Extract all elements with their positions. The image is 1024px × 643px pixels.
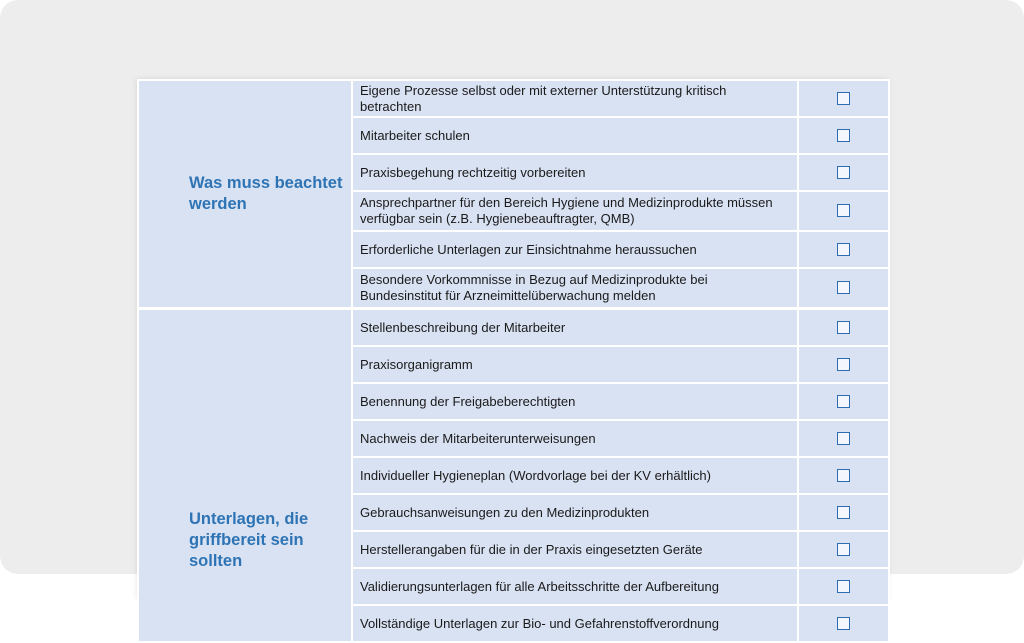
checkbox-cell[interactable] [798, 346, 889, 383]
checkbox-cell[interactable] [798, 531, 889, 568]
checklist-item: Eigene Prozesse selbst oder mit externer Unterstützung kritisch betrachten [352, 80, 798, 117]
empty-checkbox-icon[interactable] [837, 204, 850, 217]
checkbox-cell[interactable] [798, 268, 889, 309]
checkbox-cell[interactable] [798, 568, 889, 605]
checkbox-cell[interactable] [798, 494, 889, 531]
empty-checkbox-icon[interactable] [837, 281, 850, 294]
empty-checkbox-icon[interactable] [837, 166, 850, 179]
empty-checkbox-icon[interactable] [837, 617, 850, 630]
empty-checkbox-icon[interactable] [837, 129, 850, 142]
empty-checkbox-icon[interactable] [837, 469, 850, 482]
empty-checkbox-icon[interactable] [837, 243, 850, 256]
checkbox-cell[interactable] [798, 80, 889, 117]
section-title: Was muss beachtet werden [138, 80, 352, 309]
checklist-item: Besondere Vorkommnisse in Bezug auf Medizinprodukte bei Bundesinstitut für Arzneimittelüberwachung melden [352, 268, 798, 309]
empty-checkbox-icon[interactable] [837, 395, 850, 408]
checkbox-cell[interactable] [798, 154, 889, 191]
checkbox-cell[interactable] [798, 383, 889, 420]
empty-checkbox-icon[interactable] [837, 358, 850, 371]
checkbox-cell[interactable] [798, 457, 889, 494]
checklist-item: Herstellerangaben für die in der Praxis eingesetzten Geräte [352, 531, 798, 568]
section-title: Unterlagen, die griffbereit sein sollten [138, 309, 352, 643]
empty-checkbox-icon[interactable] [837, 543, 850, 556]
empty-checkbox-icon[interactable] [837, 92, 850, 105]
checklist-item: Mitarbeiter schulen [352, 117, 798, 154]
checklist-item: Vollständige Unterlagen zur Bio- und Gefahrenstoffverordnung [352, 605, 798, 642]
checklist-item: Stellenbeschreibung der Mitarbeiter [352, 309, 798, 347]
checkbox-cell[interactable] [798, 605, 889, 642]
checkbox-cell[interactable] [798, 191, 889, 231]
empty-checkbox-icon[interactable] [837, 506, 850, 519]
checkbox-cell[interactable] [798, 309, 889, 347]
checklist-item: Praxisorganigramm [352, 346, 798, 383]
checklist-table [137, 79, 890, 643]
checklist-item: Praxisbegehung rechtzeitig vorbereiten [352, 154, 798, 191]
empty-checkbox-icon[interactable] [837, 321, 850, 334]
checklist-item: Benennung der Freigabeberechtigten [352, 383, 798, 420]
empty-checkbox-icon[interactable] [837, 580, 850, 593]
checkbox-cell[interactable] [798, 117, 889, 154]
checkbox-cell[interactable] [798, 231, 889, 268]
checklist-item: Erforderliche Unterlagen zur Einsichtnahme heraussuchen [352, 231, 798, 268]
checkbox-cell[interactable] [798, 420, 889, 457]
checklist-item: Gebrauchsanweisungen zu den Medizinprodukten [352, 494, 798, 531]
table-row [138, 309, 889, 347]
empty-checkbox-icon[interactable] [837, 432, 850, 445]
table-row [138, 80, 889, 117]
checklist-sheet [137, 79, 888, 631]
checklist-item: Individueller Hygieneplan (Wordvorlage bei der KV erhältlich) [352, 457, 798, 494]
checklist-item: Validierungsunterlagen für alle Arbeitsschritte der Aufbereitung [352, 568, 798, 605]
checklist-item: Ansprechpartner für den Bereich Hygiene und Medizinprodukte müssen verfügbar sein (z.B. Hygienebeauftragter, QMB) [352, 191, 798, 231]
checklist-item: Nachweis der Mitarbeiterunterweisungen [352, 420, 798, 457]
